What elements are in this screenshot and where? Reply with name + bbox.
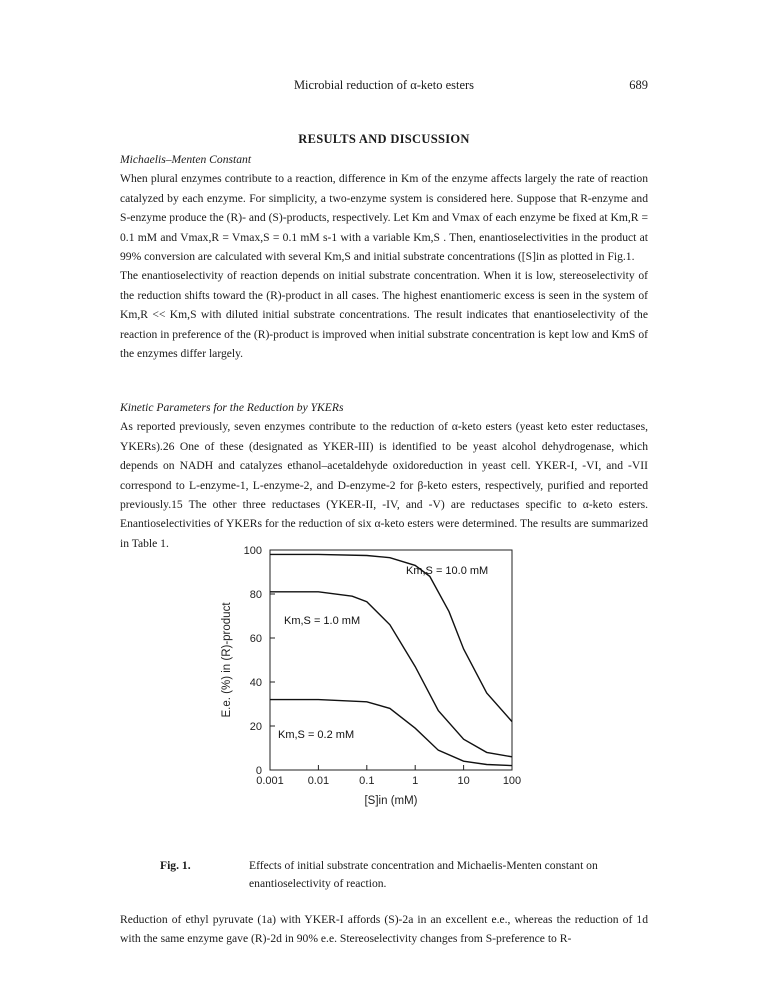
series-label: Km,S = 0.2 mM [278, 729, 355, 741]
paragraph-text: The enantioselectivity of reaction depends on initial substrate concentration. When it is low, stereoselectivity of the reduction shifts toward the (R)-product in all cases. The highest enantiomeric excess is seen in the system of Km,R << Km,S with diluted initial substrate concentrations. The result indicates that enantioselectivity of the reaction in preference of the (R)-product is improved when initial substrate concentration is kept low and KmS of the enzymes differ largely. [120, 269, 648, 361]
x-tick-label: 0.01 [307, 775, 330, 787]
running-head [120, 78, 648, 98]
y-tick-label: 100 [243, 545, 262, 557]
subheading-kinetic-parameters: Kinetic Parameters for the Reduction by YKERs [120, 401, 344, 414]
subheading-michaelis-menten: Michaelis–Menten Constant [120, 153, 252, 166]
paragraph [120, 417, 648, 553]
series-label: Km,S = 1.0 mM [284, 615, 361, 627]
running-head-title: Microbial reduction of α-keto esters [293, 78, 475, 92]
paragraph-text: As reported previously, seven enzymes contribute to the reduction of α-keto esters (yeast keto ester reductases, YKERs).26 One of these (designated as YKER-III) is identified to be yeast alcohol dehydrogenase, which depends on NADH and catalyzes ethanol–acetaldehyde oxidoreduction in yeast cell. YKER-I, -VI, and -VII correspond to L-enzyme-1, L-enzyme-2, and D-enzyme-2 for β-keto esters, respectively, purified and reported previously.15 The other three reductases (YKER-II, -IV, and -V) are reductases specific to α-keto esters. Enantioselectivities of YKERs for the reduction of six α-keto esters were determined. The results are summarized in Table 1. [120, 420, 648, 550]
x-tick-label: 0.001 [256, 775, 284, 787]
page-number: 689 [629, 78, 648, 92]
x-tick-label: 100 [502, 775, 522, 787]
figure-label: Fig. 1. [160, 859, 191, 872]
y-tick-label: 60 [249, 633, 262, 645]
paragraph [120, 266, 648, 363]
figure-caption-text: Effects of initial substrate concentration and Michaelis-Menten constant on enantioselectivity of reaction. [249, 859, 598, 890]
y-tick-label: 20 [249, 721, 262, 733]
section-heading: RESULTS AND DISCUSSION [298, 132, 470, 146]
y-tick-label: 80 [249, 589, 262, 601]
y-tick-label: 0 [255, 765, 262, 777]
y-tick-label: 40 [249, 677, 262, 689]
paragraph-text: When plural enzymes contribute to a reaction, difference in Km of the enzyme affects largely the rate of reaction catalyzed by each enzyme. For simplicity, a two-enzyme system is considered here. Suppose that R-enzyme and S-enzyme produce the (R)- and (S)-products, respectively. Let Km and Vmax of each enzyme be fixed at Km,R = 0.1 mM and Vmax,R = Vmax,S = 0.1 mM s-1 with a variable Km,S . Then, enantioselectivities in the product at 99% conversion are calculated with several Km,S and initial substrate concentrations ([S]in as plotted in Fig.1. [120, 172, 648, 264]
section-kinetic-parameters [120, 398, 648, 553]
paragraph: Reduction of ethyl pyruvate (1a) with YKER-I affords (S)-2a in an excellent e.e., whereas the reduction of 1d with the same enzyme gave (R)-2d in 90% e.e. Stereoselectivity changes from S-preference to R- [120, 913, 648, 946]
figure-1-chart [212, 538, 542, 838]
paragraph [120, 169, 648, 266]
series-line [270, 554, 512, 721]
x-tick-label: 0.1 [359, 775, 375, 787]
x-axis-label: [S]in (mM) [364, 795, 418, 807]
y-axis-label: E.e. (%) in (R)-product [221, 602, 233, 718]
x-tick-label: 10 [457, 775, 470, 787]
section-michaelis-menten [120, 150, 648, 363]
x-tick-label: 1 [412, 775, 419, 787]
series-label: Km,S = 10.0 mM [406, 565, 489, 577]
